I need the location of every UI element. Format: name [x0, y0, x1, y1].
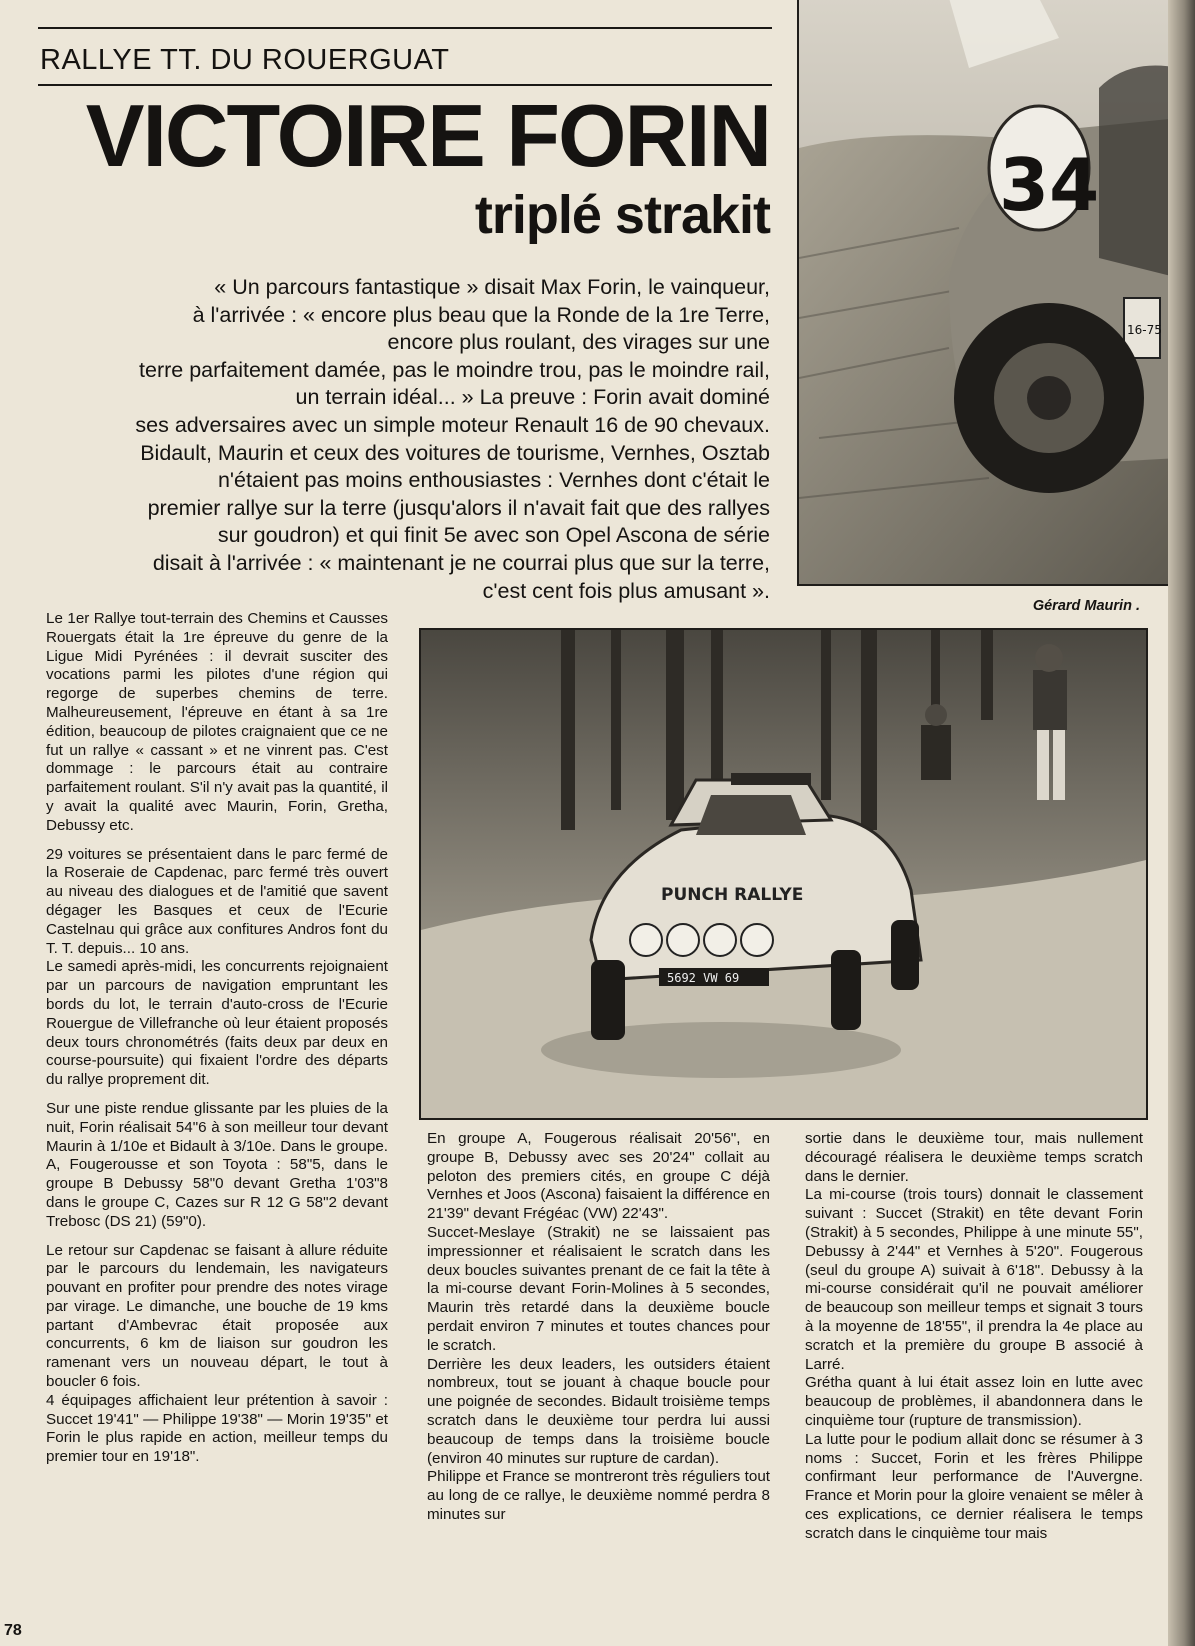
photo-top-illustration: [799, 0, 1179, 584]
photo-top-right: [797, 0, 1179, 586]
paragraph: Succet-Meslaye (Strakit) ne se laissaient pas impressionner et réalisaient le scratch dans les deux boucles suivantes prenant de ce fait la tête à la mi-course devant Forin-Molines à 5 secondes, Maurin très retardé dans la deuxième boucle perdait environ 7 minutes et toutes chances pour le scratch.: [427, 1223, 770, 1354]
photo-credit: Gérard Maurin .: [1032, 598, 1140, 614]
paragraph: Le retour sur Capdenac se faisant à allure réduite par le parcours du lendemain, les navigateurs pouvant en profiter pour prendre des notes virage par virage. Le dimanche, une bouche de 19 kms partant d'Ambevrac était proposée aux concurrents, 6 km de liaison sur goudron les ramenant vers un nouveau départ, le tout à boucler 6 fois.: [46, 1241, 388, 1391]
buggy-brand: PUNCH RALLYE: [661, 885, 804, 905]
photo-main: [419, 628, 1148, 1120]
intro-line: terre parfaitement damée, pas le moindre trou, pas le moindre rail,: [139, 357, 770, 382]
paragraph: Grétha quant à lui était assez loin en lutte avec beaucoup de problèmes, il abandonnera dans le cinquième tour (rupture de transmission).: [805, 1374, 1143, 1429]
intro-line: « Un parcours fantastique » disait Max Forin, le vainqueur,: [214, 275, 770, 299]
race-number: 34: [999, 143, 1100, 227]
intro-line: ses adversaires avec un simple moteur Renault 16 de 90 chevaux.: [135, 412, 770, 437]
paragraph: En groupe A, Fougerous réalisait 20'56", en groupe B, Debussy avec ses 20'24" collait au peloton des premiers cités, en groupe C déjà Vernhes et Joos (Ascona) faisaient la différence en 21'39" devant Frégéac (VW) 22'43".: [427, 1130, 770, 1223]
paragraph: Le 1er Rallye tout-terrain des Chemins et Causses Rouergats était la 1re épreuve du genre de la Ligue Midi Pyrénées : il devrait susciter des vocations parmi les pilotes d'une région qui regorge de superbes chemins de terre. Malheureusement, l'épreuve en étant à sa 1re édition, beaucoup de pilotes craignaient que ce ne fut un rallye « cassant » et ne vinrent pas. C'est dommage : le parcours était au contraire parfaitement roulant. S'il n'y avait pas la quantité, il y avait la qualité avec Maurin, Forin, Gretha, Debussy etc.: [46, 610, 388, 834]
photographer: [921, 704, 951, 780]
photo-main-illustration: [421, 630, 1146, 1118]
intro-paragraph: [40, 274, 770, 605]
headline: VICTOIRE FORIN: [85, 86, 770, 185]
subhead: triplé strakit: [474, 185, 770, 245]
paragraph: 4 équipages affichaient leur prétention à savoir : Succet 19'41" — Philippe 19'38" — Morin 19'35" et Forin le plus rapide en action, meilleur temps du premier tour en 19'18".: [46, 1391, 388, 1466]
buggy-plate: 5692 VW 69: [667, 971, 740, 985]
paragraph: Philippe et France se montreront très réguliers tout au long de ce rallye, le deuxième nommé perdra 8 minutes sur: [427, 1468, 770, 1523]
kicker: RALLYE TT. DU ROUERGUAT: [40, 44, 450, 76]
intro-line: disait à l'arrivée : « maintenant je ne courrai plus que sur la terre,: [152, 550, 770, 575]
article-column-1: [46, 610, 388, 1467]
paragraph: La lutte pour le podium allait donc se résumer à 3 noms : Succet, Forin et les frères Philippe confirmant leur performance de l'Auvergne. France et Morin pour la gloire venaient se mêler à ces explications, ce dernier réalisera le temps scratch dans le cinquième tour mais: [805, 1430, 1143, 1542]
paragraph: Derrière les deux leaders, les outsiders étaient nombreux, tout se jouant à chaque boucle pour une poignée de secondes. Bidault troisième temps scratch dans le deuxième tour perdra lui aussi beaucoup de temps dans la troisième boucle (environ 40 minutes sur rupture de cardan).: [427, 1355, 770, 1467]
intro-line: c'est cent fois plus amusant ».: [482, 578, 770, 603]
intro-line: sur goudron) et qui finit 5e avec son Opel Ascona de série: [217, 523, 770, 548]
article-column-2: [427, 1130, 770, 1525]
plate-snippet: 16-75: [1127, 323, 1162, 337]
paragraph: Sur une piste rendue glissante par les pluies de la nuit, Forin réalisait 54"6 à son meilleur tour devant Maurin à 1/10e et Bidault à 3/10e. Dans le groupe. A, Fougerousse et son Toyota : 58"5, dans le groupe B Debussy 58"0 devant Gretha 1'03"8 dans le groupe C, Cazes sur R 12 G 58"2 devant Trebosc (DS 21) (59"0).: [46, 1099, 388, 1230]
intro-line: à l'arrivée : « encore plus beau que la Ronde de la 1re Terre,: [192, 302, 770, 327]
paragraph: 29 voitures se présentaient dans le parc fermé de la Roseraie de Capdenac, parc fermé très ouvert au niveau des dialogues et de l'amitié que savent dégager les Basques et ceux de l'Ecurie Castelnau qui grâce aux confitures Andros font du T. T. depuis... 10 ans.: [46, 845, 388, 957]
paragraph: La mi-course (trois tours) donnait le classement suivant : Succet (Strakit) en tête devant Forin (Strakit) à 5 secondes, Philippe à une minute 55", Debussy à 2'44" et Vernhes à 5'20". Fougerous (seul du groupe A) suivait à 6'18". Debussy à la mi-course considérait qu'il ne pouvait améliorer de beaucoup son meilleur temps et signait 3 tours à la moyenne de 18'55", il prendra la 4e place au scratch et la première du groupe B associé à Larré.: [805, 1186, 1143, 1373]
intro-line: premier rallye sur la terre (jusqu'alors il n'avait fait que des rallyes: [147, 495, 770, 520]
page-fold-edge: [1168, 0, 1195, 1646]
intro-line: un terrain idéal... » La preuve : Forin avait dominé: [295, 385, 770, 410]
intro-line: n'étaient pas moins enthousiastes : Vernhes dont c'était le: [217, 468, 770, 493]
article-column-3: [805, 1130, 1143, 1544]
paragraph: Le samedi après-midi, les concurrents rejoignaient par un parcours de navigation empruntant les bords du lot, le terrain d'auto-cross de l'Ecurie Rouergue de Villefranche où leur étaient proposés deux tours chronométrés (faits deux par deux en course-poursuite) qui fixaient l'ordre des départs du rallye proprement dit.: [46, 958, 388, 1089]
page-number: 78: [4, 1622, 22, 1639]
paragraph: sortie dans le deuxième tour, mais nullement découragé réalisera le deuxième temps scratch dans le dernier.: [805, 1130, 1143, 1185]
top-rule: [38, 27, 772, 29]
intro-line: Bidault, Maurin et ceux des voitures de tourisme, Vernhes, Osztab: [140, 440, 770, 465]
intro-line: encore plus roulant, des virages sur une: [387, 330, 770, 355]
